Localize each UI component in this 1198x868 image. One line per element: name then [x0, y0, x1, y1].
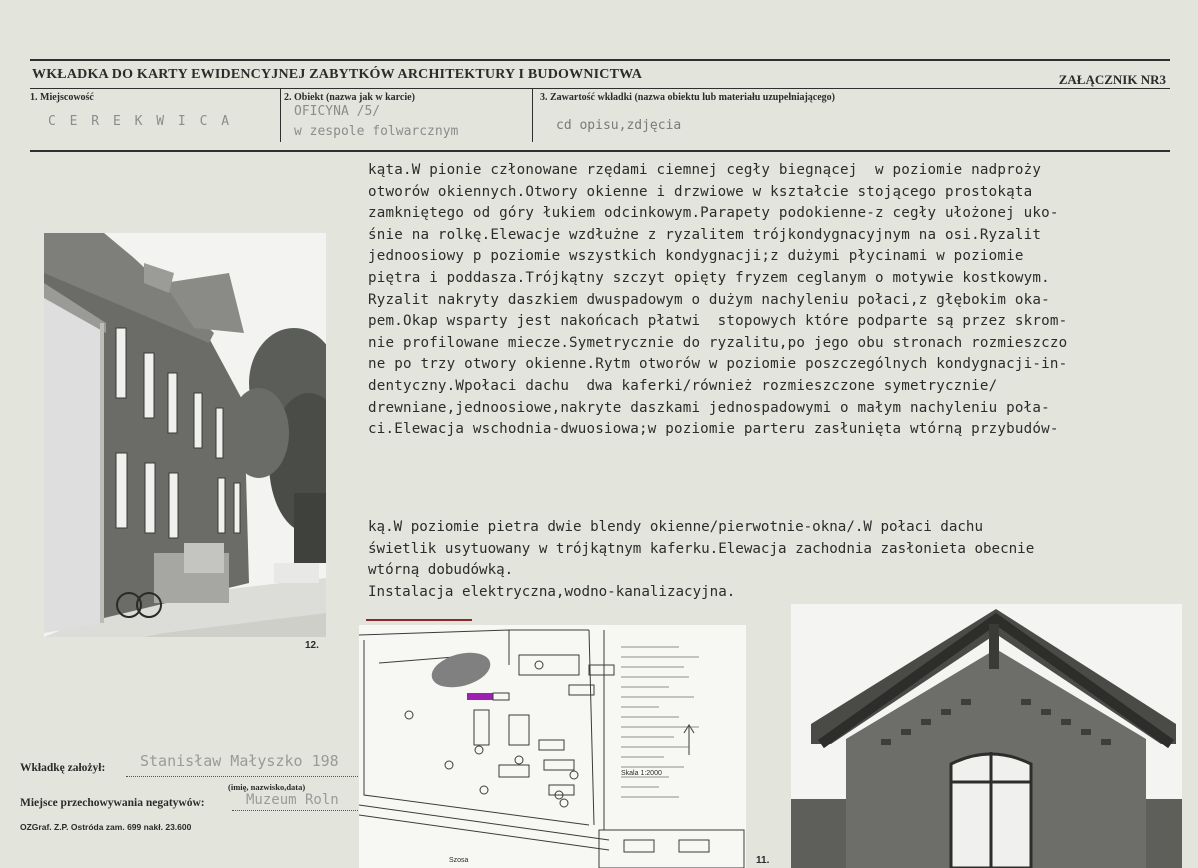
installation-underline: [366, 619, 472, 621]
made-by-caption: (imię, nazwisko,data): [228, 782, 306, 792]
description-line: świetlik usytuowany w trójkątnym kaferku.Elewacja zachodnia zasłonieta obecnie: [368, 540, 1035, 557]
description-line: ką.W poziomie pietra dwie blendy okienne/pierwotnie-okna/.W połaci dachu: [368, 519, 983, 535]
fields-bottom-rule: [30, 150, 1170, 152]
description-line: jednoosiowy p poziomie wszystkich kondygnacji;z dużymi płycinami w poziomie: [368, 248, 1024, 265]
storage-label: Miejsce przechowywania negatywów:: [20, 797, 205, 809]
description-line: Ryzalit nakryty daszkiem dwuspadowym o dużym nachyleniu połaci,z głębokim oka-: [368, 291, 1050, 308]
photo-number: 11.: [756, 855, 770, 866]
description-line: Instalacja elektryczna,wodno-kanalizacyjna.: [368, 583, 736, 600]
description-text: [368, 160, 1168, 441]
description-line: ci.Elewacja wschodnia-dwuosiowa;w poziomie parteru zasłunięta wtórną przybudów-: [368, 421, 1059, 438]
map-road-label: Szosa: [449, 857, 469, 864]
building-photo: [44, 233, 326, 637]
description-line: otworów okiennych.Otwory okienne i drzwiowe w kształcie stojącego prostokąta: [368, 183, 1033, 200]
card-title: WKŁADKA DO KARTY EWIDENCYJNEJ ZABYTKÓW ARCHITEKTURY I BUDOWNICTWA: [32, 67, 643, 82]
print-info: OZGraf. Z.P. Ostróda zam. 699 nakł. 23.600: [20, 822, 192, 832]
locality-label: 1. Miejscowość: [30, 92, 94, 103]
field-divider: [280, 88, 281, 142]
content-label: 3. Zawartość wkładki (nazwa obiektu lub materiału uzupełniającego): [540, 92, 836, 103]
annex-number: ZAŁĄCZNIK NR3: [1058, 72, 1166, 87]
content-value: cd opisu,zdjęcia: [556, 118, 682, 133]
top-rule: [30, 59, 1170, 61]
object-value-name: OFICYNA /5/: [294, 104, 381, 119]
made-by-value: Stanisław Małyszko 198: [140, 752, 339, 770]
object-value-complex: w zespole folwarcznym: [294, 124, 459, 139]
object-label: 2. Obiekt (nazwa jak w karcie): [284, 92, 415, 103]
made-by-line: [126, 776, 358, 777]
storage-value: Muzeum Roln: [246, 792, 339, 808]
header-divider: [30, 88, 1170, 89]
made-by-label: Wkładkę założył:: [20, 762, 106, 774]
description-line: dentyczny.Wpołaci dachu dwa kaferki/również rozmieszczone symetrycznie/: [368, 377, 998, 394]
description-line: piętra i poddasza.Trójkątny szczyt opięty fryzem ceglanym o motywie kostkowym.: [368, 269, 1050, 286]
description-line: nie profilowane miecze.Symetrycznie do ryzalitu,po jego obu stronach rozmieszczo: [368, 334, 1068, 351]
photo-number: 12.: [305, 640, 319, 651]
building-photo-icon: [44, 233, 326, 637]
description-line: śnie na rolkę.Elewacje wzdłużne z ryzalitem trójkondygnacyjnym na osi.Ryzalit: [368, 226, 1042, 243]
map-scale: Skala 1:2000: [621, 770, 662, 777]
description-line: pem.Okap wsparty jest nakońcach płatwi stopowych które podparte są przez skrom-: [368, 313, 1068, 330]
description-line: drewniane,jednoosiowe,nakryte daszkami jednospadowymi o małym nachyleniu poła-: [368, 399, 1050, 416]
storage-line: [232, 810, 358, 811]
site-plan-icon: [359, 625, 746, 868]
description-text-continued: [368, 517, 1168, 603]
field-divider: [532, 88, 533, 142]
locality-value: C E R E K W I C A: [48, 114, 233, 129]
description-line: ne po trzy otwory okienne.Rytm otworów w poziomie poszczególnych kondygnacji-in-: [368, 356, 1068, 373]
dormer-photo: [791, 604, 1182, 868]
site-plan: [359, 625, 746, 868]
description-line: zamkniętego od góry łukiem odcinkowym.Parapety podokienne-z cegły ułożonej uko-: [368, 205, 1059, 222]
dormer-photo-icon: [791, 604, 1182, 868]
description-line: wtórną dobudówką.: [368, 562, 514, 579]
description-line: kąta.W pionie członowane rzędami ciemnej cegły biegnącej w poziomie nadproży: [368, 162, 1042, 178]
